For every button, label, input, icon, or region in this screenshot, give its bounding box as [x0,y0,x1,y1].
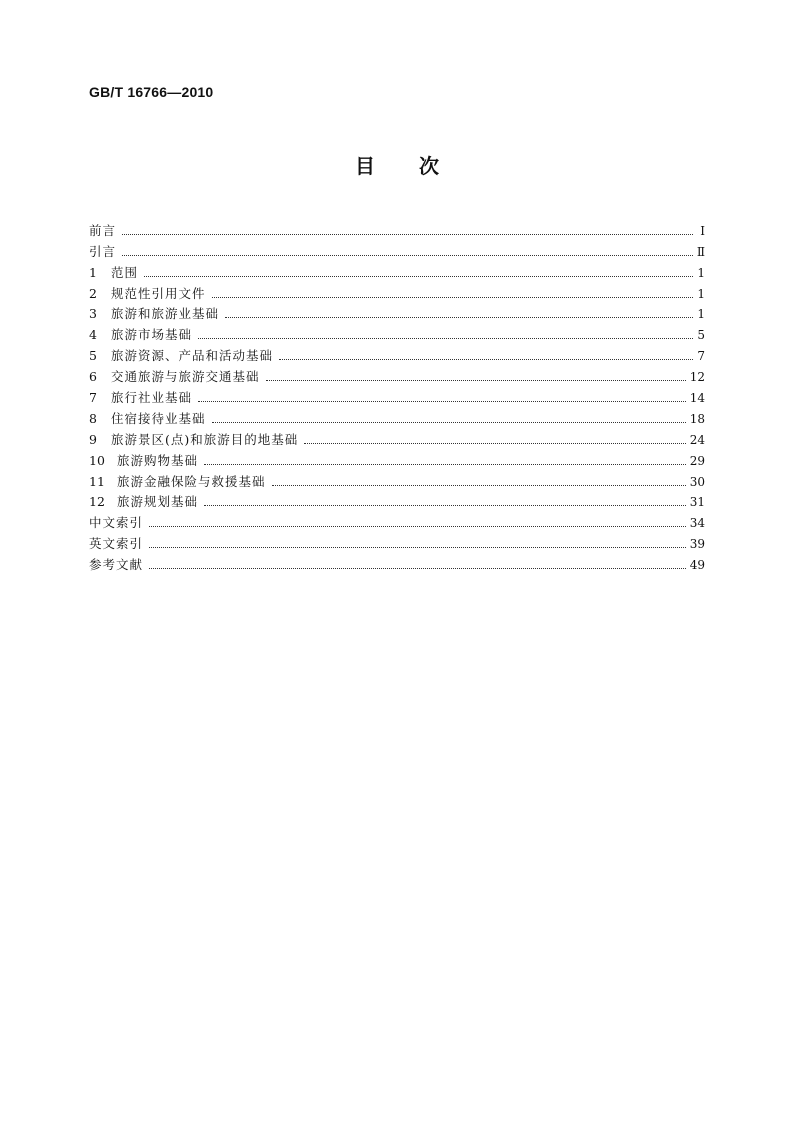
page-title-part2: 次 [419,154,439,178]
toc-entry-number: 8 [89,410,97,426]
toc-entry-page: 1 [697,307,705,322]
toc-dot-leader [149,568,686,569]
toc-dot-leader [266,380,686,381]
toc-entry-chinese-index[interactable] [89,509,705,530]
toc-dot-leader [149,526,686,527]
toc-dot-leader [272,485,686,486]
toc-entry-4[interactable] [89,321,705,342]
toc-dot-leader [122,255,693,256]
toc-entry-number: 4 [89,327,97,343]
toc-dot-leader [212,422,686,423]
toc-entry-11[interactable] [89,468,705,489]
toc-entry-label: 英文索引 [89,536,144,552]
toc-entry-5[interactable] [89,342,705,363]
toc-entry-label: 交通旅游与旅游交通基础 [111,369,260,385]
toc-entry-references[interactable] [89,551,705,572]
toc-entry-label: 住宿接待业基础 [111,410,206,426]
toc-entry-page: 14 [689,391,705,406]
table-of-contents [89,217,705,572]
toc-entry-page: 18 [689,411,705,426]
toc-entry-3[interactable] [89,301,705,322]
toc-entry-introduction[interactable] [89,238,705,259]
toc-entry-page: 12 [689,370,705,385]
toc-dot-leader [212,297,693,298]
toc-entry-label: 旅游购物基础 [117,452,199,468]
toc-entry-page: 30 [689,474,705,489]
toc-entry-number: 10 [89,452,105,468]
page-title [0,150,794,179]
toc-entry-page: 24 [689,432,705,447]
toc-dot-leader [304,443,685,444]
toc-entry-label: 旅游和旅游业基础 [111,306,220,322]
toc-entry-1[interactable] [89,259,705,280]
toc-entry-label: 旅游资源、产品和活动基础 [111,348,274,364]
toc-entry-label: 旅游市场基础 [111,327,193,343]
toc-entry-label: 旅游金融保险与救援基础 [117,473,266,489]
toc-entry-label: 参考文献 [89,557,144,573]
toc-entry-label: 旅游景区(点)和旅游目的地基础 [111,431,299,447]
toc-entry-7[interactable] [89,384,705,405]
toc-entry-page: 49 [689,558,705,573]
toc-entry-page: 5 [697,328,705,343]
toc-entry-page: 31 [689,495,705,510]
toc-entry-number: 7 [89,390,97,406]
toc-entry-number: 5 [89,348,97,364]
toc-entry-page: 29 [689,453,705,468]
toc-entry-number: 9 [89,431,97,447]
toc-entry-label: 旅游规划基础 [117,494,199,510]
toc-entry-12[interactable] [89,489,705,510]
toc-entry-number: 12 [89,494,105,510]
toc-dot-leader [149,547,686,548]
toc-entry-label: 前言 [89,222,117,238]
toc-dot-leader [204,464,686,465]
toc-entry-page: Ⅰ [700,223,705,238]
toc-dot-leader [144,276,693,277]
toc-entry-8[interactable] [89,405,705,426]
toc-entry-label: 规范性引用文件 [111,285,206,301]
toc-entry-label: 范围 [111,264,139,280]
toc-dot-leader [204,505,686,506]
toc-dot-leader [122,234,693,235]
toc-entry-10[interactable] [89,447,705,468]
toc-dot-leader [225,317,693,318]
toc-dot-leader [198,338,693,339]
toc-entry-label: 旅行社业基础 [111,390,193,406]
toc-entry-number: 11 [89,473,105,489]
toc-entry-number: 6 [89,369,97,385]
toc-entry-page: Ⅱ [696,244,705,259]
toc-dot-leader [198,401,686,402]
toc-entry-label: 中文索引 [89,515,144,531]
toc-entry-preface[interactable] [89,217,705,238]
toc-entry-6[interactable] [89,363,705,384]
toc-entry-2[interactable] [89,280,705,301]
toc-entry-page: 34 [689,516,705,531]
toc-entry-english-index[interactable] [89,530,705,551]
toc-entry-label: 引言 [89,243,117,259]
toc-entry-9[interactable] [89,426,705,447]
toc-entry-page: 39 [689,537,705,552]
toc-entry-number: 2 [89,285,97,301]
toc-entry-page: 1 [697,265,705,280]
toc-entry-number: 3 [89,306,97,322]
standard-code: GB/T 16766—2010 [89,84,214,100]
toc-dot-leader [279,359,693,360]
page-title-part1: 目 [355,154,375,178]
toc-entry-page: 1 [697,286,705,301]
toc-entry-number: 1 [89,264,97,280]
toc-entry-page: 7 [697,349,705,364]
